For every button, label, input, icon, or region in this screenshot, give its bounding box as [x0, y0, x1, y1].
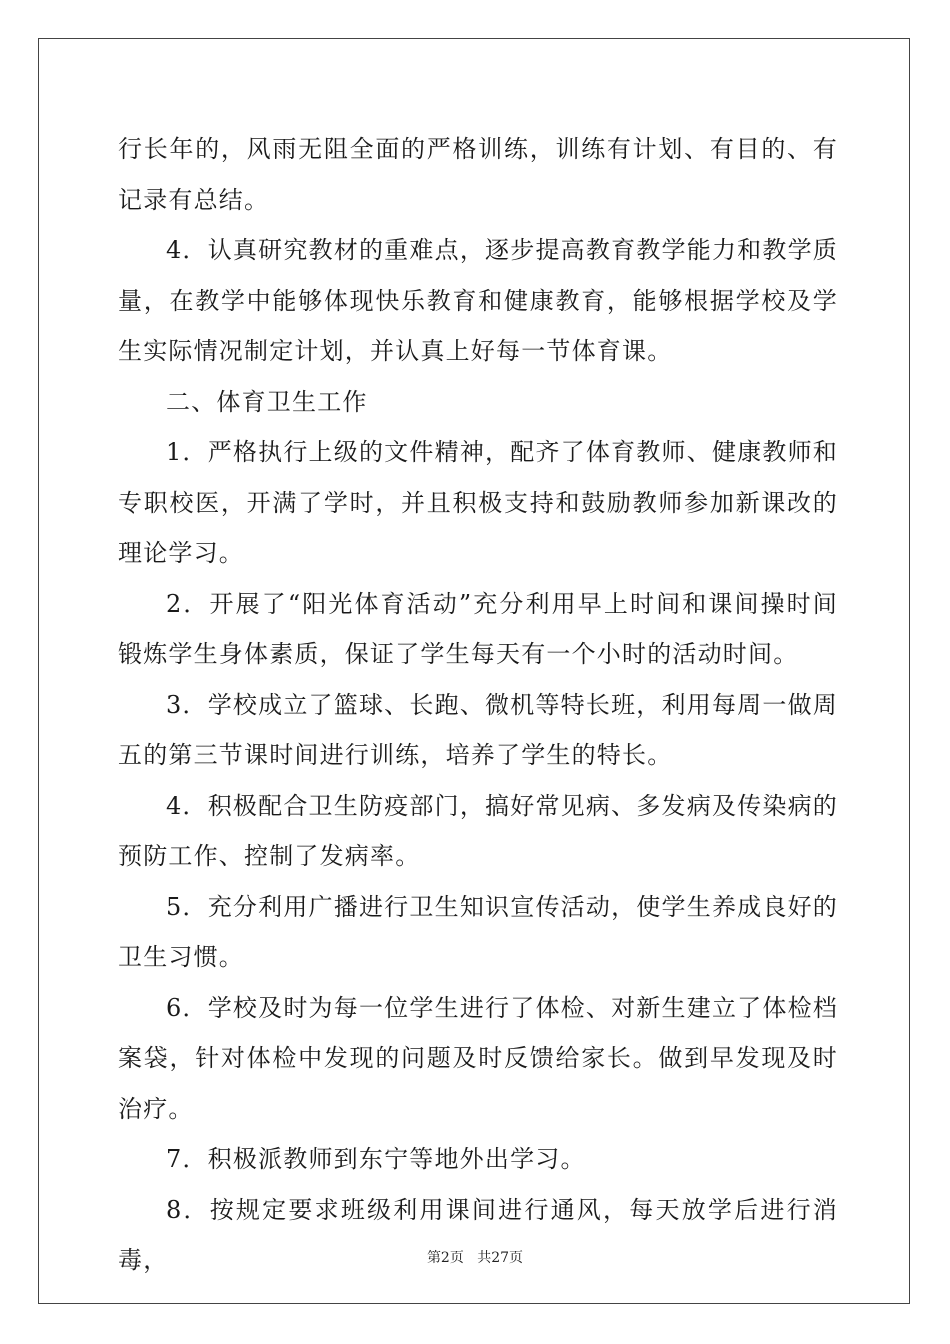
- paragraph: 2．开展了“阳光体育活动”充分利用早上时间和课间操时间锻炼学生身体素质，保证了学生每天有一个小时的活动时间。: [118, 589, 838, 668]
- paragraph: 4．认真研究教材的重难点，逐步提高教育教学能力和教学质量，在教学中能够体现快乐教育和健康教育，能够根据学校及学生实际情况制定计划，并认真上好每一节体育课。: [118, 236, 838, 365]
- paragraph: 3．学校成立了篮球、长跑、微机等特长班，利用每周一做周五的第三节课时间进行训练，培养了学生的特长。: [118, 690, 838, 769]
- paragraph: 7．积极派教师到东宁等地外出学习。: [166, 1145, 586, 1173]
- page-number: 第2页: [426, 1250, 464, 1266]
- paragraph: 8．按规定要求班级利用课间进行通风，每天放学后进行消毒，: [118, 1195, 838, 1274]
- paragraph: 5．充分利用广播进行卫生知识宣传活动，使学生养成良好的卫生习惯。: [118, 892, 838, 971]
- paragraph: 6．学校及时为每一位学生进行了体检、对新生建立了体检档案袋，针对体检中发现的问题及时反馈给家长。做到早发现及时治疗。: [118, 993, 838, 1123]
- paragraph: 4．积极配合卫生防疫部门，搞好常见病、多发病及传染病的预防工作、控制了发病率。: [118, 791, 838, 870]
- section-heading: 二、体育卫生工作: [166, 387, 368, 416]
- page-total: 共27页: [477, 1250, 524, 1266]
- page-footer: [0, 1247, 950, 1267]
- paragraph: 行长年的，风雨无阻全面的严格训练，训练有计划、有目的、有记录有总结。: [118, 135, 838, 214]
- paragraph: 1．严格执行上级的文件精神，配齐了体育教师、健康教师和专职校医，开满了学时，并且积极支持和鼓励教师参加新课改的理论学习。: [118, 438, 838, 567]
- document-body: [118, 124, 838, 1286]
